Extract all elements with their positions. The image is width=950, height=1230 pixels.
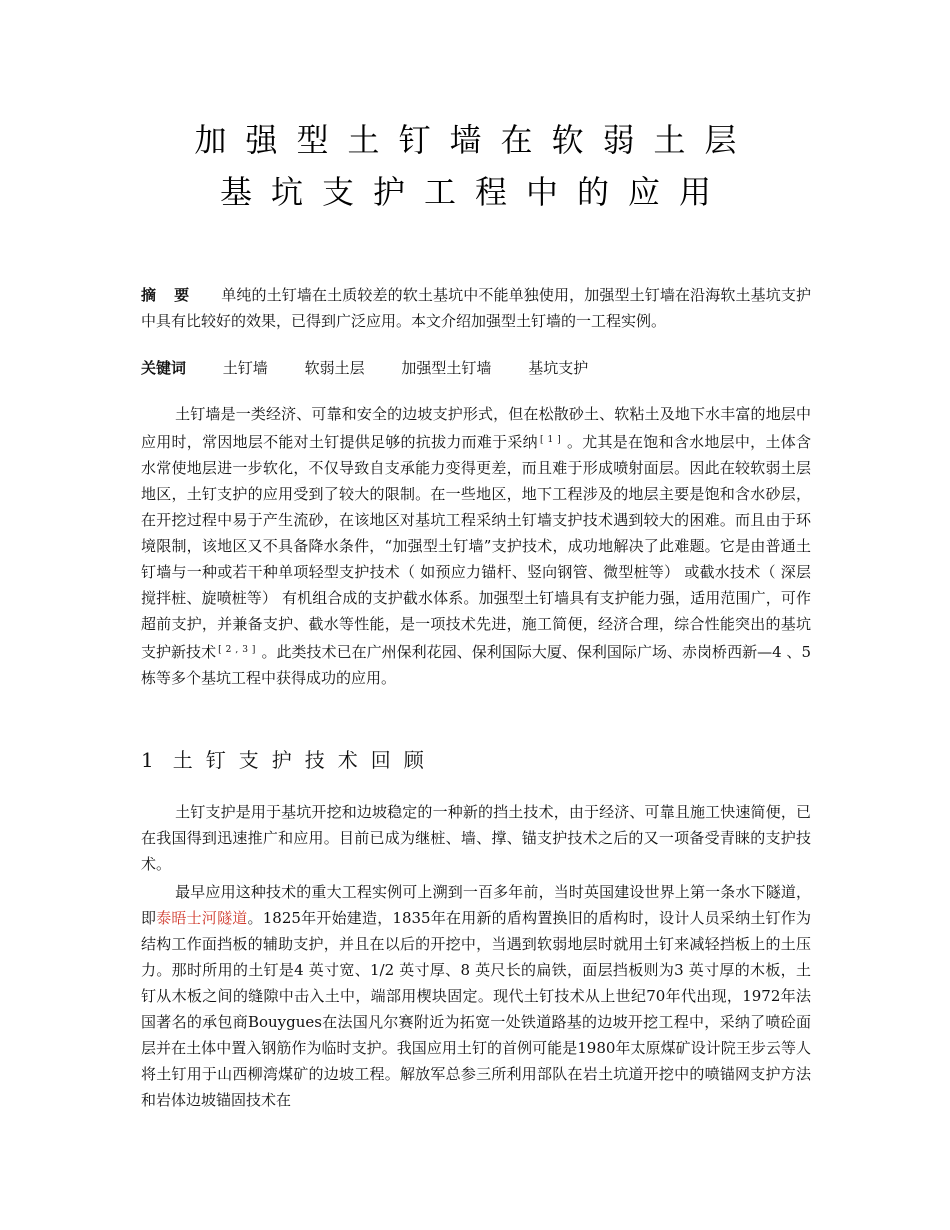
section-para-2a: 最早应用这种技术的重大工程实例可上溯到一百多年前，当时英国建设世界上第一条水下隧道，即 (141, 883, 811, 927)
section-paragraph (141, 879, 811, 1113)
abstract (141, 282, 811, 334)
abstract-label: 摘要 (141, 286, 208, 304)
keywords-label: 关键词 (141, 359, 187, 377)
intro-text-2: 。尤其是在饱和含水地层中，土体含水常使地层进一步软化，不仅导致自支承能力变得更差，而且难于形成喷射面层。因此在较软弱土层地区，土钉支护的应用受到了较大的限制。在一些地区，地下工程涉及的地层主要是饱和含水砂层，在开挖过程中易于产生流砂，在该地区对基坑工程采纳土钉墙支护技术遇到较大的困难。而且由于环境限制，该地区又不具备降水条件，“加强型土钉墙”支护技术，成功地解决了此难题。它是由普通土钉墙与一种或若干种单项轻型支护技术（ 如预应力锚杆、竖向钢管、微型桩等） 或截水技术（ 深层搅拌桩、旋喷桩等） 有机组合成的支护截水体系。加强型土钉墙具有支护能力强，适用范围广，可作超前支护，并兼备支护、截水等性能，是一项技术先进，施工简便，经济合理，综合性能突出的基坑支护新技术 (141, 433, 811, 661)
keywords (141, 355, 588, 381)
keyword-item: 软弱土层 (304, 359, 365, 377)
intro-text-1: 土钉墙是一类经济、可靠和安全的边坡支护形式，但在松散砂土、软粘土及地下水丰富的地层中应用时，常因地层不能对土钉提供足够的抗拔力而难于采纳 (141, 405, 811, 451)
section-title: 土钉支护技术回顾 (172, 748, 437, 772)
keyword-item: 加强型土钉墙 (401, 359, 492, 377)
intro-text-3: 。此类技术已在广州保利花园、保利国际大厦、保利国际广场、赤岗桥西新—4 、5 栋等多个基坑工程中获得成功的应用。 (141, 643, 811, 687)
title-line-2: 基坑支护工程中的应用 (219, 173, 730, 211)
thames-link[interactable]: 泰晤士河 (156, 909, 218, 927)
section-para-1: 土钉支护是用于基坑开挖和边坡稳定的一种新的挡土技术，由于经济、可靠且施工快速简便，已在我国得到迅速推广和应用。目前已成为继桩、墙、撑、锚支护技术之后的又一项备受青睐的支护技术。 (141, 803, 811, 873)
section-number: 1 (141, 748, 167, 772)
section-para-2c: 。1825年开始建造，1835年在用新的盾构置换旧的盾构时，设计人员采纳土钉作为结构工作面挡板的辅助支护，并且在以后的开挖中，当遇到软弱地层时就用土钉来减轻挡板上的土压力。那时所用的土钉是4 英寸宽、1/2 英寸厚、8 英尺长的扁铁，面层挡板则为3 英寸厚的木板，土钉从木板之间的缝隙中击入土中，端部用楔块固定。现代土钉技术从上世纪70年代出现，1972年法国著名的承包商Bouygues在法国凡尔赛附近为拓宽一处铁道路基的边坡开挖工程中，采纳了喷砼面层并在土体中置入钢筋作为临时支护。我国应用土钉的首例可能是1980年太原煤矿设计院王步云等人将土钉用于山西柳湾煤矿的边坡工程。解放军总参三所利用部队在岩土坑道开挖中的喷锚网支护方法和岩体边坡锚固技术在 (141, 909, 811, 1109)
keyword-item: 土钉墙 (222, 359, 268, 377)
citation-ref: [1] (539, 435, 565, 445)
abstract-text: 单纯的土钉墙在土质较差的软土基坑中不能单独使用，加强型土钉墙在沿海软土基坑支护中具有比较好的效果，已得到广泛应用。本文介绍加强型土钉墙的一工程实例。 (141, 286, 811, 330)
title-line-1: 加强型土钉墙在软弱土层 (194, 121, 756, 159)
tunnel-link[interactable]: 隧道 (217, 909, 248, 927)
keyword-item: 基坑支护 (528, 359, 589, 377)
citation-ref: [2,3] (218, 645, 260, 655)
section-heading (141, 745, 437, 775)
intro-paragraph (141, 401, 811, 691)
section-paragraph (141, 799, 811, 877)
